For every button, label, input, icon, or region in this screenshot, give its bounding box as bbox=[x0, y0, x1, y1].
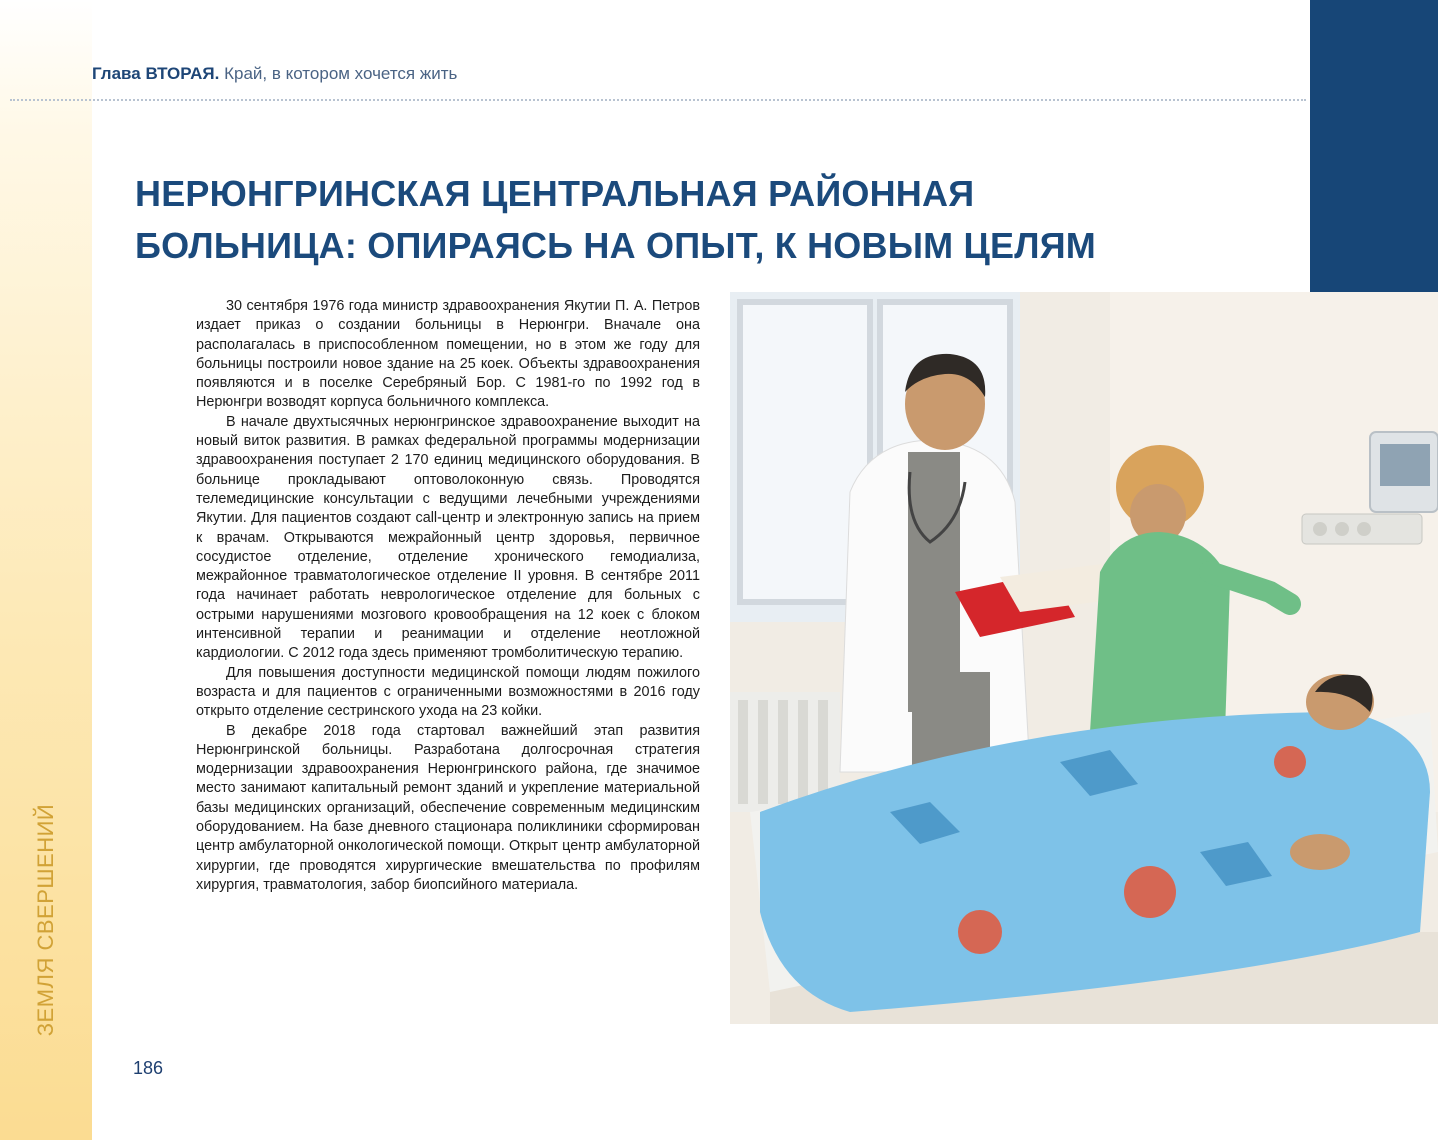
article-paragraph: Для повышения доступности медицинской помощи людям пожилого возраста и для пациентов с ограниченными возможностями в 2016 году открыто отделение сестринского ухода на 23 койки. bbox=[196, 664, 700, 720]
chapter-header bbox=[92, 64, 457, 84]
article-body bbox=[196, 297, 700, 895]
article-title-line-2: БОЛЬНИЦА: ОПИРАЯСЬ НА ОПЫТ, К НОВЫМ ЦЕЛЯМ bbox=[135, 225, 1096, 266]
chapter-title: Край, в котором хочется жить bbox=[224, 64, 458, 83]
chapter-prefix: Глава bbox=[92, 64, 141, 83]
article-paragraph: В декабре 2018 года стартовал важнейший этап развития Нерюнгринской больницы. Разработана долгосрочная стратегия модернизации здравоохранения Нерюнгринского района, где значимое место занимают капитальный ремонт зданий и укрепление материальной базы медицинских организаций, обеспечение современным медицинским оборудованием. На базе дневного стационара поликлиники сформирован центр амбулаторной онкологической помощи. Открыт центр амбулаторной хирургии, где проводятся хирургические вмешательства по профилям хирургия, травматология, забор биопсийного материала. bbox=[196, 722, 700, 893]
article-paragraph: 30 сентября 1976 года министр здравоохранения Якутии П. А. Петров издает приказ о создании больницы в Нерюнгри. Вначале она располагалась в приспособленном помещении, но в этом же году для больницы построили новое здание на 25 коек. Объекты здравоохранения появляются и в поселке Серебряный Бор. С 1981-го по 1992 год в Нерюнгри возводят корпуса больничного комплекса. bbox=[196, 298, 700, 411]
page-number: 186 bbox=[133, 1058, 164, 1078]
chapter-name: ВТОРАЯ. bbox=[145, 64, 220, 83]
article-title-line-1: НЕРЮНГРИНСКАЯ ЦЕНТРАЛЬНАЯ РАЙОННАЯ bbox=[135, 173, 975, 214]
corner-color-block bbox=[1310, 0, 1438, 292]
hospital-ward-photo bbox=[730, 292, 1438, 1024]
article-title bbox=[135, 168, 1295, 272]
header-divider bbox=[10, 99, 1306, 101]
article-paragraph: В начале двухтысячных нерюнгринское здравоохранение выходит на новый виток развития. В рамках федеральной программы модернизации здравоохранения поступает 2 170 единиц медицинского оборудования. В больнице прокладывают оптоволоконную связь. Проводятся телемедицинские консультации с ведущими лечебными учреждениями Якутии. Для пациентов создают call-центр и электронную запись на прием к врачам. Открываются межрайонный центр здоровья, первичное сосудистое отделение, отделение хронического гемодиализа, межрайонное травматологическое отделение II уровня. В сентябре 2011 года начинает работать неврологическое отделение для больных с острыми нарушениями мозгового кровообращения на 12 коек с блоком интенсивной терапии и реанимации и отделение неотложной кардиологии. С 2012 года здесь применяют тромболитическую терапию. bbox=[196, 413, 700, 662]
section-side-label: ЗЕМЛЯ СВЕРШЕНИЙ bbox=[33, 803, 58, 1037]
